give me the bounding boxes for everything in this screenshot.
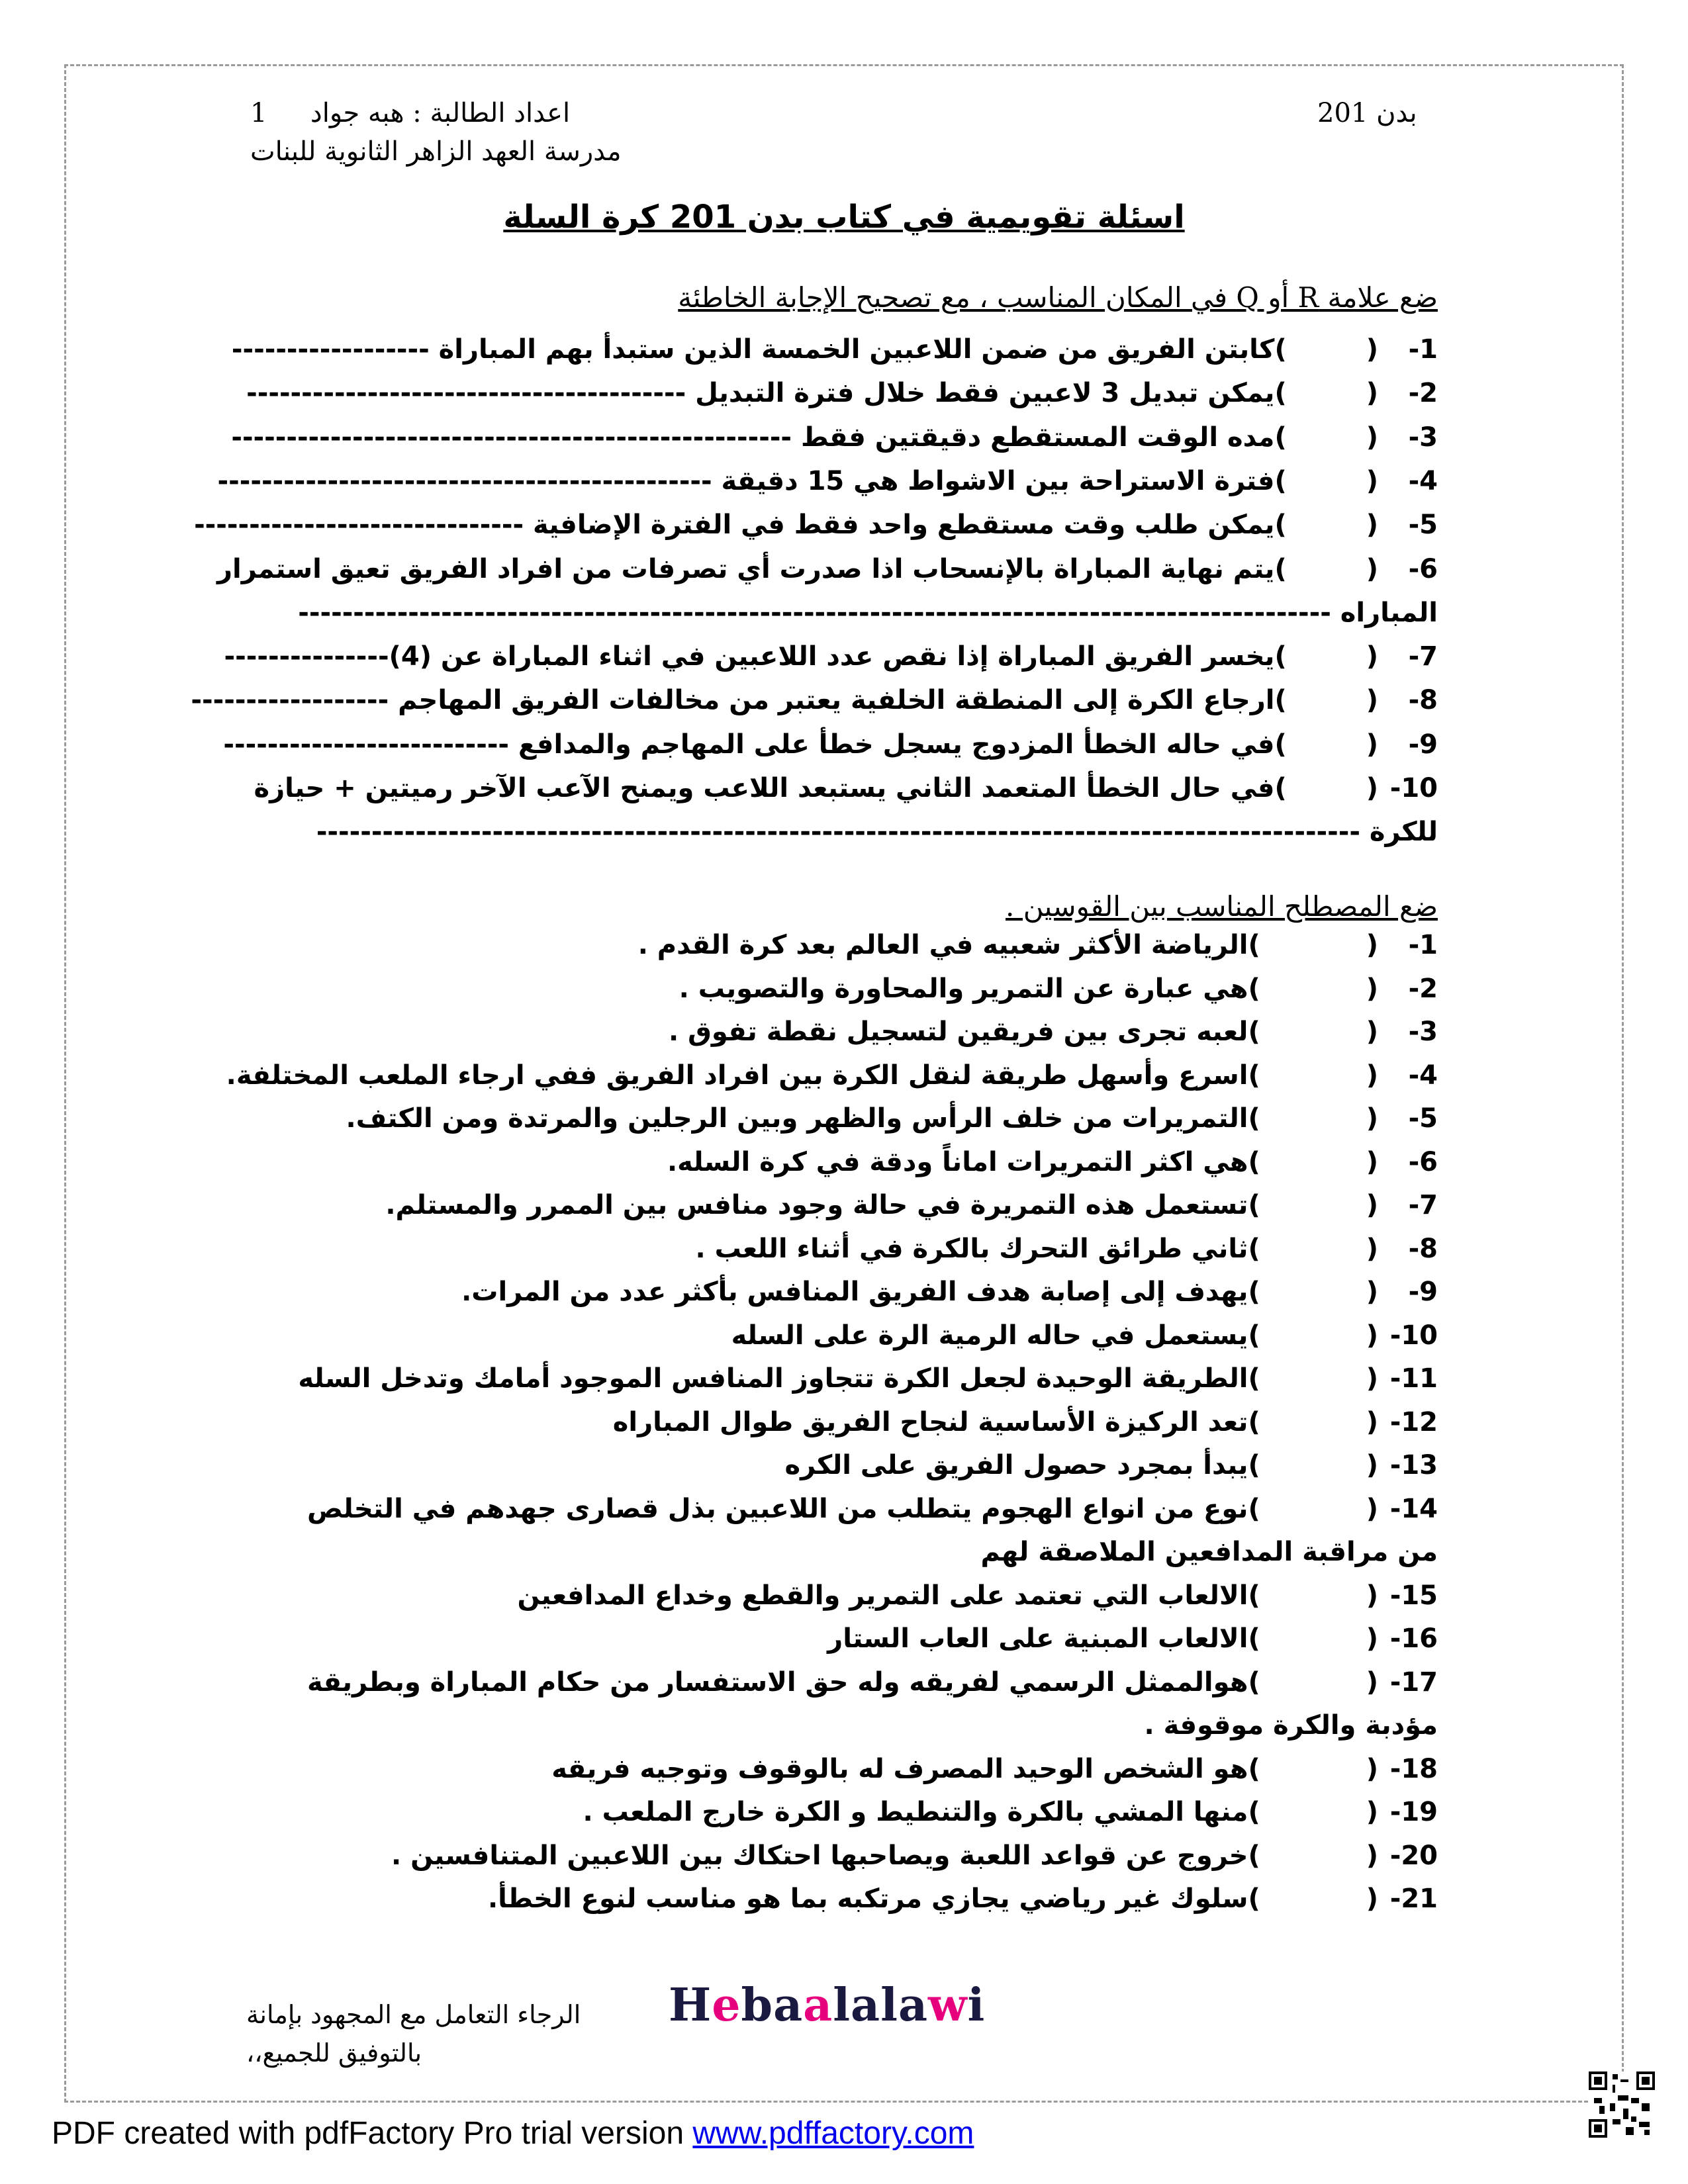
pdf-footer [52,2115,974,2152]
item-number: -7 [1408,1190,1438,1220]
section1-item [217,460,1438,502]
answer-bracket-close: ) [1248,1103,1260,1134]
item-number: -15 [1389,1580,1438,1611]
item-number: -2 [1408,378,1438,409]
answer-bracket-close: ) [1274,729,1287,760]
section1-item [246,767,1438,809]
course-code: بدن 201 [1317,98,1417,128]
section2-item [246,1097,1438,1140]
item-continuation: المباراه ---------------------------------------------------------------------------------------------- [298,597,1438,628]
answer-bracket-open: ( [1366,1233,1378,1264]
item-continuation: من مراقبة المدافعين الملاصقة لهم [980,1537,1438,1567]
answer-bracket-open: ( [1366,1363,1378,1394]
answer-bracket-close: ) [1274,465,1287,496]
page-title: اسئلة تقويمية في كتاب بدن 201 كرة السلة [503,199,1185,236]
answer-bracket-open: ( [1366,1406,1378,1437]
footer-note-1: الرجاء التعامل مع المجهود بإمانة [246,2000,581,2029]
answer-bracket-close: ) [1248,1580,1260,1611]
answer-bracket-close: ) [1248,973,1260,1004]
item-number: -21 [1389,1884,1438,1914]
answer-bracket-open: ( [1366,510,1378,541]
item-text: يمكن تبديل 3 لاعبين فقط خلال فترة التبديل ---------------------------------------- [246,378,1275,409]
answer-bracket-close: ) [1248,1753,1260,1784]
answer-bracket-open: ( [1366,1753,1378,1784]
item-number: -11 [1389,1363,1438,1394]
answer-bracket-close: ) [1248,1884,1260,1914]
answer-bracket-close: ) [1248,1493,1260,1524]
answer-bracket-open: ( [1366,1580,1378,1611]
item-number: -3 [1408,422,1438,453]
section2-item [246,1748,1438,1790]
item-text: التمريرات من خلف الرأس والظهر وبين الرجلين والمرتدة ومن الكتف. [346,1103,1248,1134]
answer-bracket-close: ) [1274,422,1287,453]
section2-item [246,1488,1438,1530]
prepared-by [250,98,570,128]
item-text: تستعمل هذه التمريرة في حالة وجود منافس بين الممرر والمستلم. [385,1190,1248,1220]
item-number: -6 [1408,553,1438,584]
signature-letter: a [898,1979,928,2032]
section1-item [223,723,1438,766]
signature-letter: e [712,1979,741,2032]
answer-bracket-open: ( [1366,378,1378,409]
answer-bracket-open: ( [1366,1017,1378,1047]
item-number: -8 [1408,685,1438,716]
item-text: سلوك غير رياضي يجازي مرتكبه بما هو مناسب لنوع الخطأ. [487,1884,1248,1914]
item-text: خروج عن قواعد اللعبة ويصاحبها احتكاك بين اللاعبين المتنافسين . [391,1840,1248,1871]
answer-bracket-close: ) [1248,1406,1260,1437]
answer-bracket-close: ) [1274,334,1287,365]
answer-bracket-open: ( [1366,1493,1378,1524]
answer-bracket-close: ) [1248,1666,1260,1698]
answer-bracket-open: ( [1366,729,1378,760]
answer-bracket-open: ( [1366,1623,1378,1654]
signature-letter: a [803,1979,833,2032]
item-text: هوالممثل الرسمي لفريقه وله حق الاستفسار من حكام المباراة وبطريقة [306,1666,1248,1698]
item-number: -12 [1389,1406,1438,1437]
item-text: تعد الركيزة الأساسية لنجاح الفريق طوال المباراه [612,1406,1248,1437]
section2-item [246,1141,1438,1183]
item-number: -19 [1389,1797,1438,1827]
item-number: -9 [1408,1277,1438,1307]
section1-item [194,504,1438,546]
footer-note-2: بالتوفيق للجميع،، [246,2038,422,2068]
answer-bracket-open: ( [1366,1840,1378,1871]
item-text: مده الوقت المستقطع دقيقتين فقط --------------------------------------------------- [231,422,1275,453]
item-continuation: للكرة ----------------------------------------------------------------------------------------------- [316,817,1438,848]
item-text: نوع من انواع الهجوم يتطلب من اللاعبين بذل قصارى جهدهم في التخلص [307,1493,1248,1524]
pdf-link[interactable]: www.pdffactory.com [692,2116,974,2151]
answer-bracket-close: ) [1248,1840,1260,1871]
item-text: ثاني طرائق التحرك بالكرة في أثناء اللعب . [695,1233,1248,1264]
item-text: يهدف إلى إصابة هدف الفريق المنافس بأكثر عدد من المرات. [461,1277,1248,1307]
item-number: -10 [1389,1320,1438,1351]
school-name: مدرسة العهد الزاهر الثانوية للبنات [250,136,622,167]
signature-letter: H [669,1979,712,2032]
answer-bracket-close: ) [1248,930,1260,960]
answer-bracket-open: ( [1366,1884,1378,1914]
signature-letter: l [833,1979,851,2032]
answer-bracket-open: ( [1366,1666,1378,1698]
section2-item [246,1617,1438,1660]
section2-item [246,1661,1438,1704]
answer-bracket-open: ( [1366,641,1378,672]
section2-item [246,1791,1438,1833]
item-text: يبدأ بمجرد حصول الفريق على الكره [784,1450,1248,1480]
answer-bracket-open: ( [1366,973,1378,1004]
qr-code-icon [1589,2071,1655,2138]
item-number: -3 [1408,1017,1438,1047]
section2-item [246,924,1438,966]
item-number: -20 [1389,1840,1438,1871]
section2-item [246,968,1438,1010]
section1-item [231,328,1438,371]
answer-bracket-open: ( [1366,773,1378,803]
section2-item [246,1314,1438,1357]
item-text: يمكن طلب وقت مستقطع واحد فقط في الفترة الإضافية ------------------------------ [194,510,1275,541]
answer-bracket-open: ( [1366,1146,1378,1177]
signature-letter: i [967,1979,986,2032]
item-text: كابتن الفريق من ضمن اللاعبين الخمسة الذين ستبدأ بهم المباراة ------------------ [231,334,1275,365]
item-text: هي اكثر التمريرات اماناً ودقة في كرة السله. [667,1146,1248,1177]
section2-item [246,1184,1438,1226]
answer-bracket-close: ) [1248,1623,1260,1654]
item-text: يتم نهاية المباراة بالإنسحاب اذا صدرت أي تصرفات من افراد الفريق تعيق استمرار [216,553,1275,584]
answer-bracket-open: ( [1366,1450,1378,1480]
answer-bracket-close: ) [1248,1277,1260,1307]
item-number: -4 [1408,1060,1438,1091]
item-number: -1 [1408,930,1438,960]
item-text: منها المشي بالكرة والتنطيط و الكرة خارج الملعب . [583,1797,1248,1827]
item-text: في حاله الخطأ المزدوج يسجل خطأ على المهاجم والمدافع -------------------------- [223,729,1275,760]
answer-bracket-open: ( [1366,685,1378,716]
page-number: 1 [250,98,267,128]
item-text: فترة الاستراحة بين الاشواط هي 15 دقيقة --------------------------------------------- [217,465,1275,496]
answer-bracket-open: ( [1366,422,1378,453]
answer-bracket-open: ( [1366,1277,1378,1307]
answer-bracket-open: ( [1366,553,1378,584]
answer-bracket-open: ( [1366,1320,1378,1351]
signature-letter: w [928,1979,968,2032]
section2-item [246,1011,1438,1053]
answer-bracket-close: ) [1274,641,1287,672]
item-text: ارجاع الكرة إلى المنطقة الخلفية يعتبر من مخالفات الفريق المهاجم ------------------ [191,685,1275,716]
item-text: الالعاب المبنية على العاب الستار [827,1623,1248,1654]
signature-letter: l [880,1979,898,2032]
signature-letter: a [851,1979,881,2032]
signature [669,1979,985,2032]
item-number: -7 [1408,641,1438,672]
section1-item [224,635,1438,678]
item-continuation: مؤدبة والكرة موقوفة . [1144,1710,1438,1741]
answer-bracket-close: ) [1274,685,1287,716]
item-text: لعبه تجرى بين فريقين لتسجيل نقطة تفوق . [669,1017,1248,1047]
section1-item [246,372,1438,414]
section2-item [246,1401,1438,1443]
item-number: -8 [1408,1233,1438,1264]
section2-item [246,1444,1438,1486]
item-number: -6 [1408,1146,1438,1177]
answer-bracket-close: ) [1248,1797,1260,1827]
answer-bracket-close: ) [1248,1233,1260,1264]
item-number: -4 [1408,465,1438,496]
item-number: -14 [1389,1493,1438,1524]
signature-letter: a [773,1979,804,2032]
section2-item [226,1054,1438,1097]
answer-bracket-close: ) [1248,1363,1260,1394]
section2-instruction: ضع المصطلح المناسب بين القوسين . [1006,890,1438,923]
item-number: -9 [1408,729,1438,760]
section2-item [246,1878,1438,1920]
answer-bracket-close: ) [1248,1190,1260,1220]
section2-item [246,1271,1438,1313]
section1-item [216,548,1438,590]
answer-bracket-open: ( [1366,1060,1378,1091]
answer-bracket-open: ( [1366,1103,1378,1134]
answer-bracket-close: ) [1274,378,1287,409]
item-text: في حال الخطأ المتعمد الثاني يستبعد اللاعب ويمنح الآعب الآخر رميتين + حيازة [254,773,1275,803]
item-number: -5 [1408,1103,1438,1134]
item-number: -1 [1408,334,1438,365]
answer-bracket-close: ) [1248,1146,1260,1177]
item-number: -16 [1389,1623,1438,1654]
answer-bracket-open: ( [1366,1797,1378,1827]
item-text: الرياضة الأكثر شعبيه في العالم بعد كرة القدم . [637,930,1248,960]
item-number: -17 [1389,1666,1438,1698]
prepared-by-name: اعداد الطالبة : هبه جواد [310,98,571,128]
item-text: هي عبارة عن التمرير والمحاورة والتصويب . [679,973,1248,1004]
section2-item [246,1835,1438,1877]
answer-bracket-open: ( [1366,334,1378,365]
item-number: -10 [1389,773,1438,803]
item-text: الالعاب التي تعتمد على التمرير والقطع وخداع المدافعين [517,1580,1248,1611]
section2-item [246,1228,1438,1270]
answer-bracket-close: ) [1248,1320,1260,1351]
item-number: -18 [1389,1753,1438,1784]
answer-bracket-open: ( [1366,465,1378,496]
answer-bracket-open: ( [1366,930,1378,960]
signature-letter: b [741,1979,774,2032]
answer-bracket-open: ( [1366,1190,1378,1220]
item-text: اسرع وأسهل طريقة لنقل الكرة بين افراد الفريق ففي ارجاء الملعب المختلفة. [226,1060,1248,1091]
pdf-notice: PDF created with pdfFactory Pro trial version [52,2116,684,2151]
answer-bracket-close: ) [1274,510,1287,541]
item-number: -2 [1408,973,1438,1004]
answer-bracket-close: ) [1274,773,1287,803]
section2-item [246,1574,1438,1617]
section1-instruction: ضع علامة R أو Q في المكان المناسب ، مع تصحيح الإجابة الخاطئة [678,281,1438,314]
section1-item [231,416,1438,459]
item-text: هو الشخص الوحيد المصرف له بالوقوف وتوجيه فريقه [551,1753,1248,1784]
section1-item [191,679,1438,721]
item-number: -5 [1408,510,1438,541]
answer-bracket-close: ) [1248,1060,1260,1091]
answer-bracket-close: ) [1248,1017,1260,1047]
item-text: يخسر الفريق المباراة إذا نقص عدد اللاعبين في اثناء المباراة عن (4)--------------- [224,641,1275,672]
item-text: يستعمل في حاله الرمية الرة على السله [731,1320,1248,1351]
item-number: -13 [1389,1450,1438,1480]
section2-item [246,1357,1438,1400]
answer-bracket-close: ) [1274,553,1287,584]
item-text: الطريقة الوحيدة لجعل الكرة تتجاوز المنافس الموجود أمامك وتدخل السله [298,1363,1248,1394]
answer-bracket-close: ) [1248,1450,1260,1480]
